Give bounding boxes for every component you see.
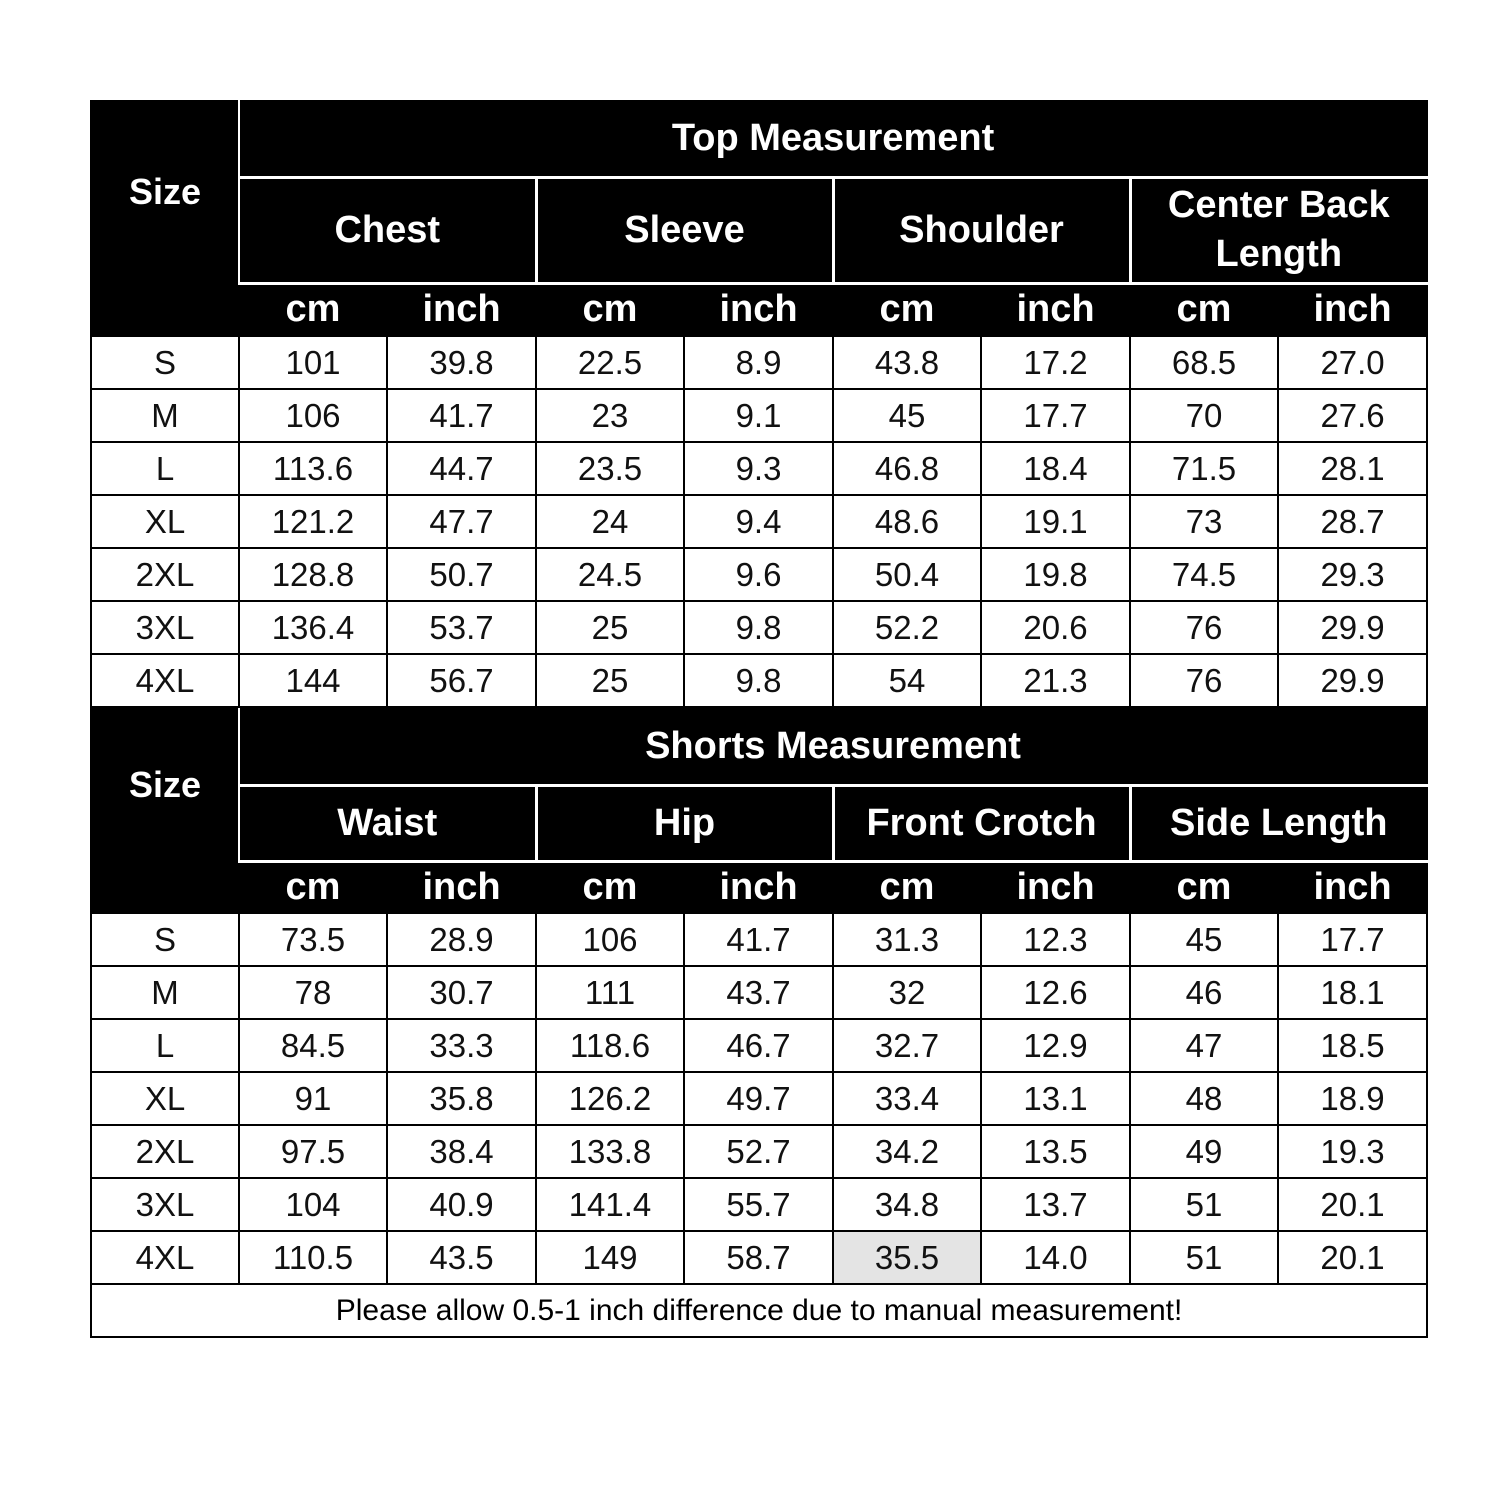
- table-row: [91, 495, 1427, 548]
- value-cell: 144: [239, 654, 387, 707]
- table-row: [91, 1178, 1427, 1231]
- unit-header-cm: cm: [833, 283, 981, 336]
- value-cell: 52.2: [833, 601, 981, 654]
- table-row: [91, 1125, 1427, 1178]
- size-cell: L: [91, 1019, 239, 1072]
- unit-header-inch: inch: [387, 283, 536, 336]
- table-row: [91, 548, 1427, 601]
- value-cell: 46.7: [684, 1019, 833, 1072]
- unit-header-row: [91, 861, 1427, 913]
- value-cell: 58.7: [684, 1231, 833, 1284]
- unit-header-row: [91, 283, 1427, 336]
- size-cell: XL: [91, 495, 239, 548]
- table-row: [91, 442, 1427, 495]
- unit-header-inch: inch: [684, 283, 833, 336]
- table-row: [91, 1072, 1427, 1125]
- value-cell: 29.3: [1278, 548, 1427, 601]
- value-cell: 33.4: [833, 1072, 981, 1125]
- value-cell: 39.8: [387, 336, 536, 389]
- value-cell: 50.7: [387, 548, 536, 601]
- center-back-length-header: Center Back Length: [1130, 177, 1427, 283]
- value-cell: 91: [239, 1072, 387, 1125]
- value-cell: 18.9: [1278, 1072, 1427, 1125]
- value-cell: 28.1: [1278, 442, 1427, 495]
- value-cell: 149: [536, 1231, 684, 1284]
- value-cell: 29.9: [1278, 654, 1427, 707]
- top-measurement-title: Top Measurement: [239, 101, 1427, 177]
- shoulder-header: Shoulder: [833, 177, 1130, 283]
- value-cell: 19.1: [981, 495, 1130, 548]
- value-cell: 71.5: [1130, 442, 1278, 495]
- value-cell: 126.2: [536, 1072, 684, 1125]
- value-cell: 8.9: [684, 336, 833, 389]
- value-cell: 48.6: [833, 495, 981, 548]
- value-cell: 27.6: [1278, 389, 1427, 442]
- value-cell: 41.7: [387, 389, 536, 442]
- waist-header: Waist: [239, 785, 536, 861]
- size-column-header: Size: [91, 101, 239, 283]
- shorts-measurement-title: Shorts Measurement: [239, 709, 1427, 785]
- value-cell: 54: [833, 654, 981, 707]
- size-header-spacer: [91, 283, 239, 336]
- top-measurement-table: [90, 100, 1428, 708]
- value-cell: 51: [1130, 1231, 1278, 1284]
- value-cell: 18.4: [981, 442, 1130, 495]
- value-cell: 34.8: [833, 1178, 981, 1231]
- value-cell: 41.7: [684, 913, 833, 966]
- value-cell: 44.7: [387, 442, 536, 495]
- value-cell: 47: [1130, 1019, 1278, 1072]
- value-cell: 13.5: [981, 1125, 1130, 1178]
- value-cell: 106: [536, 913, 684, 966]
- size-cell: 3XL: [91, 601, 239, 654]
- value-cell: 70: [1130, 389, 1278, 442]
- size-cell: 2XL: [91, 548, 239, 601]
- value-cell: 35.8: [387, 1072, 536, 1125]
- value-cell: 18.1: [1278, 966, 1427, 1019]
- value-cell: 24.5: [536, 548, 684, 601]
- value-cell: 73: [1130, 495, 1278, 548]
- value-cell: 51: [1130, 1178, 1278, 1231]
- value-cell: 30.7: [387, 966, 536, 1019]
- value-cell: 17.7: [1278, 913, 1427, 966]
- value-cell: 12.9: [981, 1019, 1130, 1072]
- value-cell: 50.4: [833, 548, 981, 601]
- value-cell: 12.3: [981, 913, 1130, 966]
- value-cell: 38.4: [387, 1125, 536, 1178]
- value-cell: 76: [1130, 654, 1278, 707]
- value-cell: 40.9: [387, 1178, 536, 1231]
- value-cell: 55.7: [684, 1178, 833, 1231]
- hip-header: Hip: [536, 785, 833, 861]
- unit-header-cm: cm: [1130, 861, 1278, 913]
- value-cell: 46.8: [833, 442, 981, 495]
- front-crotch-header: Front Crotch: [833, 785, 1130, 861]
- value-cell: 104: [239, 1178, 387, 1231]
- value-cell: 97.5: [239, 1125, 387, 1178]
- value-cell: 76: [1130, 601, 1278, 654]
- table-row: [91, 1019, 1427, 1072]
- size-cell: 4XL: [91, 1231, 239, 1284]
- value-cell: 49.7: [684, 1072, 833, 1125]
- value-cell: 20.1: [1278, 1178, 1427, 1231]
- unit-header-inch: inch: [981, 283, 1130, 336]
- table-row: [91, 1231, 1427, 1284]
- value-cell: 9.8: [684, 601, 833, 654]
- value-cell: 47.7: [387, 495, 536, 548]
- value-cell: 28.7: [1278, 495, 1427, 548]
- value-cell: 53.7: [387, 601, 536, 654]
- value-cell: 23.5: [536, 442, 684, 495]
- table-row: [91, 601, 1427, 654]
- value-cell: 31.3: [833, 913, 981, 966]
- size-cell: 3XL: [91, 1178, 239, 1231]
- size-cell: M: [91, 966, 239, 1019]
- value-cell: 106: [239, 389, 387, 442]
- value-cell: 32: [833, 966, 981, 1019]
- value-cell: 128.8: [239, 548, 387, 601]
- value-cell: 17.2: [981, 336, 1130, 389]
- size-column-header: Size: [91, 709, 239, 861]
- value-cell: 141.4: [536, 1178, 684, 1231]
- value-cell: 12.6: [981, 966, 1130, 1019]
- value-cell: 33.3: [387, 1019, 536, 1072]
- value-cell: 45: [833, 389, 981, 442]
- value-cell: 22.5: [536, 336, 684, 389]
- table-row: [91, 654, 1427, 707]
- value-cell: 17.7: [981, 389, 1130, 442]
- size-cell: M: [91, 389, 239, 442]
- value-cell: 20.1: [1278, 1231, 1427, 1284]
- value-cell: 13.7: [981, 1178, 1130, 1231]
- value-cell: 111: [536, 966, 684, 1019]
- value-cell: 43.7: [684, 966, 833, 1019]
- value-cell: 136.4: [239, 601, 387, 654]
- size-header-spacer: [91, 861, 239, 913]
- value-cell: 84.5: [239, 1019, 387, 1072]
- value-cell: 43.5: [387, 1231, 536, 1284]
- value-cell: 46: [1130, 966, 1278, 1019]
- value-cell: 9.1: [684, 389, 833, 442]
- value-cell: 133.8: [536, 1125, 684, 1178]
- table-row: [91, 913, 1427, 966]
- value-cell: 56.7: [387, 654, 536, 707]
- table-row: [91, 966, 1427, 1019]
- value-cell: 29.9: [1278, 601, 1427, 654]
- value-cell: 24: [536, 495, 684, 548]
- value-cell: 20.6: [981, 601, 1130, 654]
- value-cell: 121.2: [239, 495, 387, 548]
- unit-header-cm: cm: [536, 283, 684, 336]
- unit-header-cm: cm: [239, 283, 387, 336]
- value-cell: 9.8: [684, 654, 833, 707]
- table-row: [91, 389, 1427, 442]
- unit-header-inch: inch: [387, 861, 536, 913]
- value-cell: 18.5: [1278, 1019, 1427, 1072]
- table-row: [91, 336, 1427, 389]
- value-cell: 27.0: [1278, 336, 1427, 389]
- value-cell: 9.4: [684, 495, 833, 548]
- value-cell: 74.5: [1130, 548, 1278, 601]
- size-cell: S: [91, 336, 239, 389]
- value-cell: 118.6: [536, 1019, 684, 1072]
- value-cell: 73.5: [239, 913, 387, 966]
- unit-header-cm: cm: [833, 861, 981, 913]
- unit-header-inch: inch: [981, 861, 1130, 913]
- size-cell: XL: [91, 1072, 239, 1125]
- value-cell: 25: [536, 601, 684, 654]
- size-cell: 2XL: [91, 1125, 239, 1178]
- value-cell: 78: [239, 966, 387, 1019]
- highlighted-value-cell: 35.5: [833, 1231, 981, 1284]
- unit-header-cm: cm: [1130, 283, 1278, 336]
- value-cell: 45: [1130, 913, 1278, 966]
- unit-header-inch: inch: [1278, 861, 1427, 913]
- value-cell: 43.8: [833, 336, 981, 389]
- value-cell: 110.5: [239, 1231, 387, 1284]
- value-cell: 49: [1130, 1125, 1278, 1178]
- value-cell: 48: [1130, 1072, 1278, 1125]
- size-cell: S: [91, 913, 239, 966]
- value-cell: 21.3: [981, 654, 1130, 707]
- value-cell: 32.7: [833, 1019, 981, 1072]
- value-cell: 9.3: [684, 442, 833, 495]
- value-cell: 34.2: [833, 1125, 981, 1178]
- value-cell: 113.6: [239, 442, 387, 495]
- chest-header: Chest: [239, 177, 536, 283]
- shorts-measurement-table: [90, 708, 1428, 1338]
- value-cell: 23: [536, 389, 684, 442]
- sleeve-header: Sleeve: [536, 177, 833, 283]
- value-cell: 13.1: [981, 1072, 1130, 1125]
- unit-header-inch: inch: [684, 861, 833, 913]
- value-cell: 28.9: [387, 913, 536, 966]
- size-cell: L: [91, 442, 239, 495]
- value-cell: 9.6: [684, 548, 833, 601]
- measurement-note: Please allow 0.5-1 inch difference due to manual measurement!: [91, 1284, 1427, 1337]
- value-cell: 52.7: [684, 1125, 833, 1178]
- value-cell: 68.5: [1130, 336, 1278, 389]
- value-cell: 25: [536, 654, 684, 707]
- unit-header-inch: inch: [1278, 283, 1427, 336]
- value-cell: 19.8: [981, 548, 1130, 601]
- size-cell: 4XL: [91, 654, 239, 707]
- unit-header-cm: cm: [536, 861, 684, 913]
- side-length-header: Side Length: [1130, 785, 1427, 861]
- value-cell: 14.0: [981, 1231, 1130, 1284]
- unit-header-cm: cm: [239, 861, 387, 913]
- value-cell: 101: [239, 336, 387, 389]
- value-cell: 19.3: [1278, 1125, 1427, 1178]
